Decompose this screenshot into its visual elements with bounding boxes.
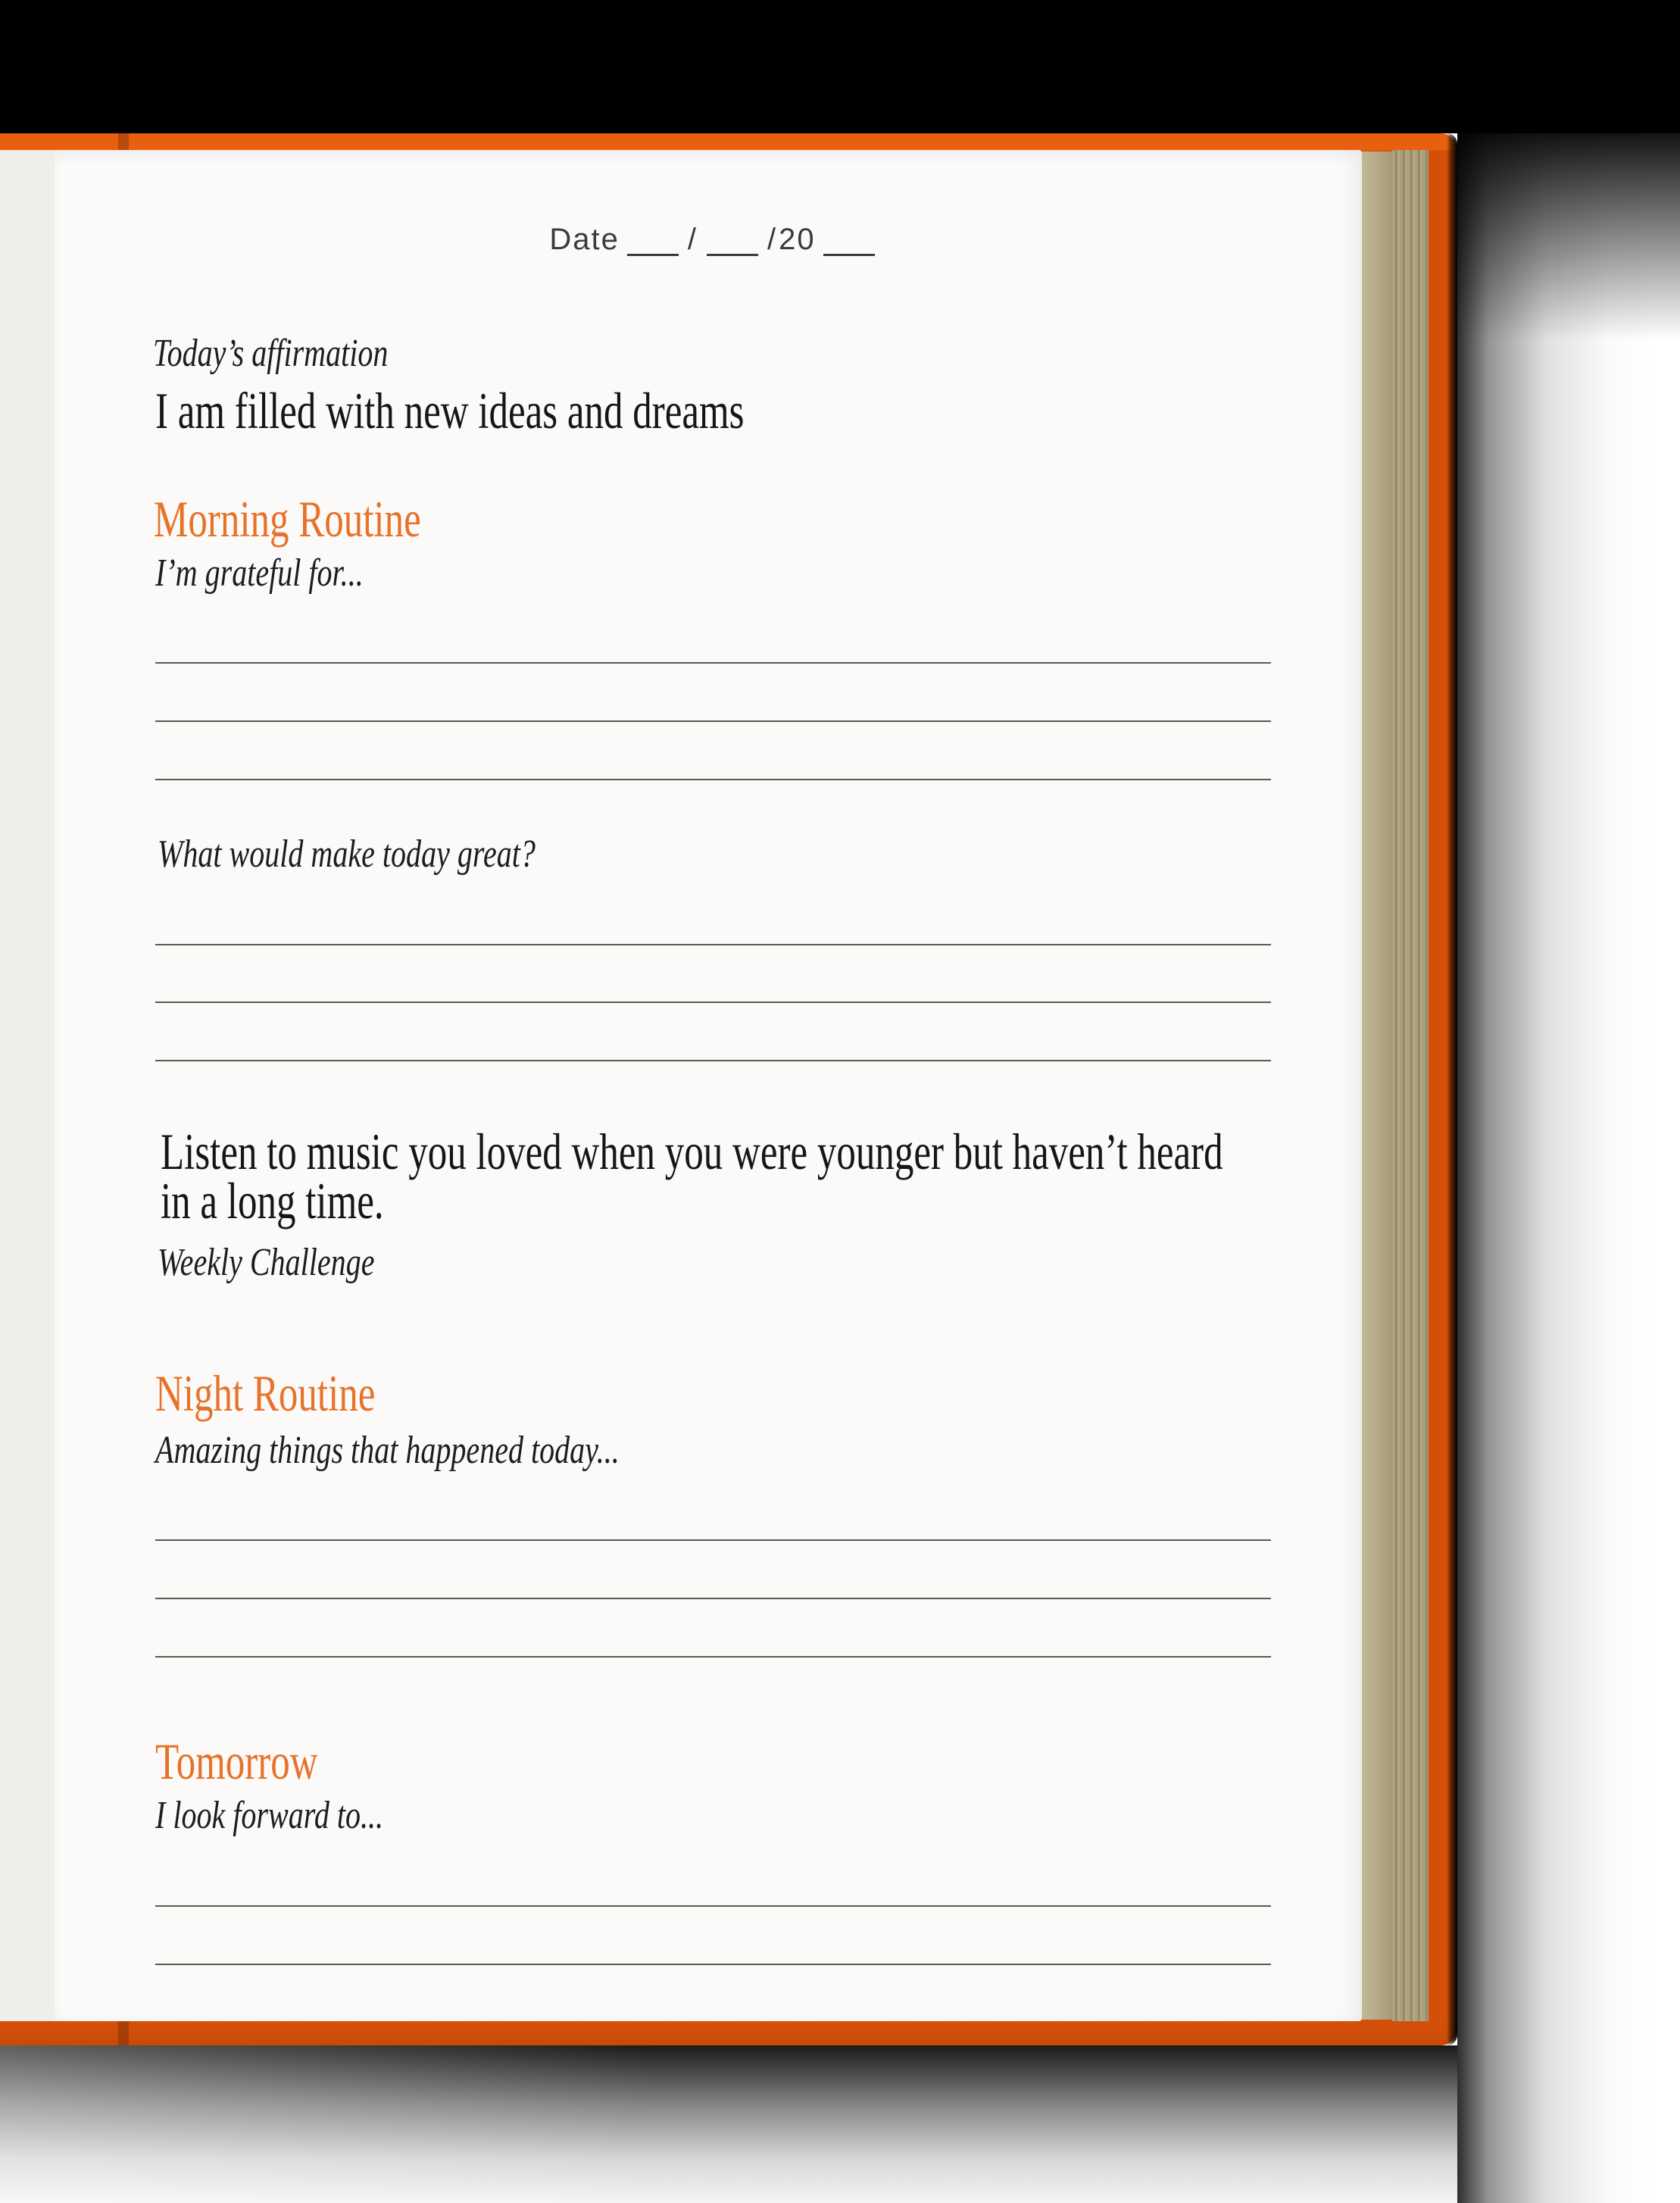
writing-line[interactable] xyxy=(155,1656,1271,1658)
date-row xyxy=(489,224,943,256)
cover-crease-top xyxy=(118,133,129,152)
page-stack-edge xyxy=(1362,152,1392,2020)
cover-crease-bottom xyxy=(118,2020,129,2045)
left-page-edge xyxy=(0,150,55,2021)
writing-line[interactable] xyxy=(155,1598,1271,1599)
section-title-morning: Morning Routine xyxy=(154,490,421,548)
writing-line[interactable] xyxy=(155,720,1271,722)
date-slash: / xyxy=(767,223,778,256)
date-day-blank[interactable] xyxy=(627,227,679,256)
weekly-challenge-text: Listen to music you loved when you were younger but haven’t heard in a long time. xyxy=(161,1123,1223,1230)
weekly-challenge-label: Weekly Challenge xyxy=(158,1241,375,1284)
date-label: Date xyxy=(549,223,620,256)
writing-line[interactable] xyxy=(155,944,1271,945)
page-stack-edge-striped xyxy=(1392,150,1429,2021)
cover-right-edge xyxy=(1447,133,1457,2045)
background-bottom-shadow xyxy=(0,2045,1457,2203)
background-top xyxy=(0,0,1680,133)
writing-line[interactable] xyxy=(155,1002,1271,1003)
date-year-blank[interactable] xyxy=(823,227,875,256)
date-month-blank[interactable] xyxy=(707,227,758,256)
writing-line[interactable] xyxy=(155,1905,1271,1907)
gratitude-prompt: I’m grateful for... xyxy=(155,552,364,595)
section-title-night: Night Routine xyxy=(155,1364,376,1422)
section-title-tomorrow: Tomorrow xyxy=(155,1733,318,1790)
affirmation-text: I am filled with new ideas and dreams xyxy=(155,382,745,439)
writing-line[interactable] xyxy=(155,779,1271,780)
affirmation-label: Today’s affirmation xyxy=(153,332,389,375)
writing-line[interactable] xyxy=(155,662,1271,664)
great-day-prompt: What would make today great? xyxy=(158,833,536,876)
writing-line[interactable] xyxy=(155,1060,1271,1061)
amazing-things-prompt: Amazing things that happened today... xyxy=(155,1429,620,1472)
look-forward-prompt: I look forward to... xyxy=(155,1794,384,1837)
date-year-prefix: 20 xyxy=(779,223,816,256)
date-slash: / xyxy=(687,223,698,256)
writing-line[interactable] xyxy=(155,1539,1271,1541)
writing-line[interactable] xyxy=(155,1964,1271,1965)
